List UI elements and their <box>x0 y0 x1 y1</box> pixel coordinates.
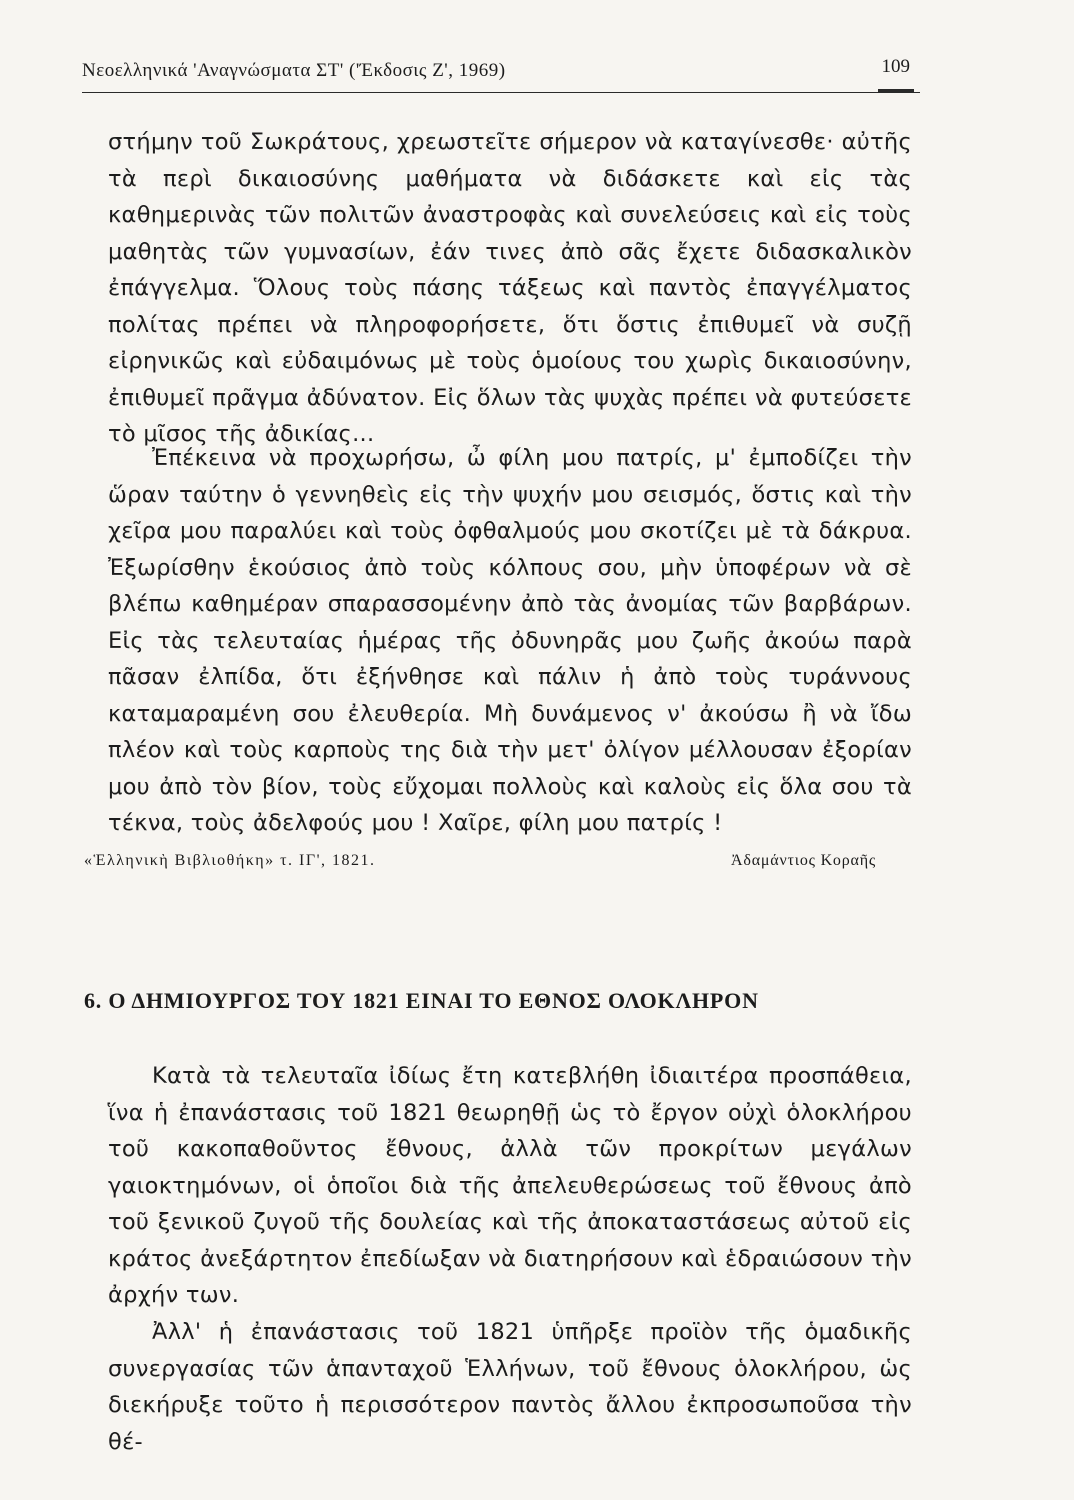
letter-continuation <box>108 124 912 453</box>
running-header <box>82 52 920 93</box>
section-heading: 6. Ο ΔΗΜΙΟΥΡΓΟΣ ΤΟΥ 1821 ΕΙΝΑΙ ΤΟ ΕΘΝΟΣ ΟΛΟΚΛΗΡΟΝ <box>84 988 759 1013</box>
letter-closing <box>108 440 912 842</box>
section-paragraph-1: Κατὰ τὰ τελευταῖα ἰδίως ἔτη κατεβλήθη ἰδιαιτέρα προσπάθεια, ἵνα ἡ ἐπανάστασις τοῦ 1821 θεωρηθῇ ὡς τὸ ἔργον οὐχὶ ὁλοκλήρου τοῦ κακοπαθοῦντος ἔθνους, ἀλλὰ τῶν προκρίτων μεγάλων γαιοκτημόνων, οἱ ὁποῖοι διὰ τῆς ἀπελευθερώσεως τοῦ ἔθνους ἀπὸ τοῦ ξενικοῦ ζυγοῦ τῆς δουλείας καὶ τῆς ἀποκαταστάσεως αὐτοῦ εἰς κράτος ἀνεξάρτητον ἐπεδίωξαν νὰ διατηρήσουν καὶ ἑδραιώσουν τὴν ἀρχήν των. <box>108 1063 912 1308</box>
page-number: 109 <box>881 56 910 77</box>
section-paragraph-2: Ἀλλ' ἡ ἐπανάστασις τοῦ 1821 ὑπῆρξε προϊὸν τῆς ὁμαδικῆς συνεργασίας τῶν ἁπανταχοῦ Ἑλλήνων, τοῦ ἔθνους ὁλοκλήρου, ὡς διεκήρυξε τοῦτο ἡ περισσότερον παντὸς ἄλλου ἐκπροσωποῦσα τὴν θέ- <box>108 1319 912 1455</box>
citation-source: «Ἑλληνικὴ Βιβλιοθήκη» τ. ΙΓ', 1821. <box>84 852 376 869</box>
letter-paragraph-2: Ἐπέκεινα νὰ προχωρήσω, ὦ φίλη μου πατρίς, μ' ἐμποδίζει τὴν ὥραν ταύτην ὁ γεννηθεὶς εἰς τὴν ψυχήν μου σεισμός, ὅστις καὶ τὴν χεῖρα μου παραλύει καὶ τοὺς ὀφθαλμούς μου σκοτίζει μὲ τὰ δάκρυα. Ἐξωρίσθην ἑκούσιος ἀπὸ τοὺς κόλπους σου, μὴν ὑποφέρων νὰ σὲ βλέπω καθημέραν σπαρασσομένην ἀπὸ τὰς ἀνομίας τῶν βαρβάρων. Εἰς τὰς τελευταίας ἡμέρας τῆς ὀδυνηρᾶς μου ζωῆς ἀκούω παρὰ πᾶσαν ἐλπίδα, ὅτι ἐξήνθησε καὶ πάλιν ἡ ἀπὸ τοὺς τυράννους καταμαραμένη σου ἐλευθερία. Μὴ δυνάμενος ν' ἀκούσω ἢ νὰ ἴδω πλέον καὶ τοὺς καρποὺς της διὰ τὴν μετ' ὀλίγον μέλλουσαν ἐξορίαν μου ἀπὸ τὸν βίον, τοὺς εὔχομαι πολλοὺς καὶ καλοὺς εἰς ὅλα σου τὰ τέκνα, τοὺς ἀδελφούς μου ! Χαῖρε, φίλη μου πατρίς ! <box>108 445 912 836</box>
citation-author: Ἀδαμάντιος Κοραῆς <box>731 852 876 869</box>
citation <box>84 848 876 878</box>
header-title: Νεοελληνικά 'Αναγνώσματα ΣΤ' ('Έκδοσις Ζ', 1969) <box>82 60 506 81</box>
section-body-1 <box>108 1058 912 1314</box>
letter-paragraph-1: στήμην τοῦ Σωκράτους, χρεωστεῖτε σήμερον νὰ καταγίνεσθε· αὐτῆς τὰ περὶ δικαιοσύνης μαθήματα νὰ διδάσκετε καὶ εἰς τὰς καθημερινὰς τῶν πολιτῶν ἀναστροφὰς καὶ συνελεύσεις καὶ εἰς τοὺς μαθητὰς τῶν γυμνασίων, ἐάν τινες ἀπὸ σᾶς ἔχετε διδασκαλικὸν ἐπάγγελμα. Ὅλους τοὺς πάσης τάξεως καὶ παντὸς ἐπαγγέλματος πολίτας πρέπει νὰ πληροφορήσετε, ὅτι ὅστις ἐπιθυμεῖ νὰ συζῇ εἰρηνικῶς καὶ εὐδαιμόνως μὲ τοὺς ὁμοίους του χωρὶς δικαιοσύνην, ἐπιθυμεῖ πρᾶγμα ἀδύνατον. Εἰς ὅλων τὰς ψυχὰς πρέπει νὰ φυτεύσετε τὸ μῖσος τῆς ἀδικίας... <box>108 129 912 447</box>
section-body-2 <box>108 1314 912 1460</box>
